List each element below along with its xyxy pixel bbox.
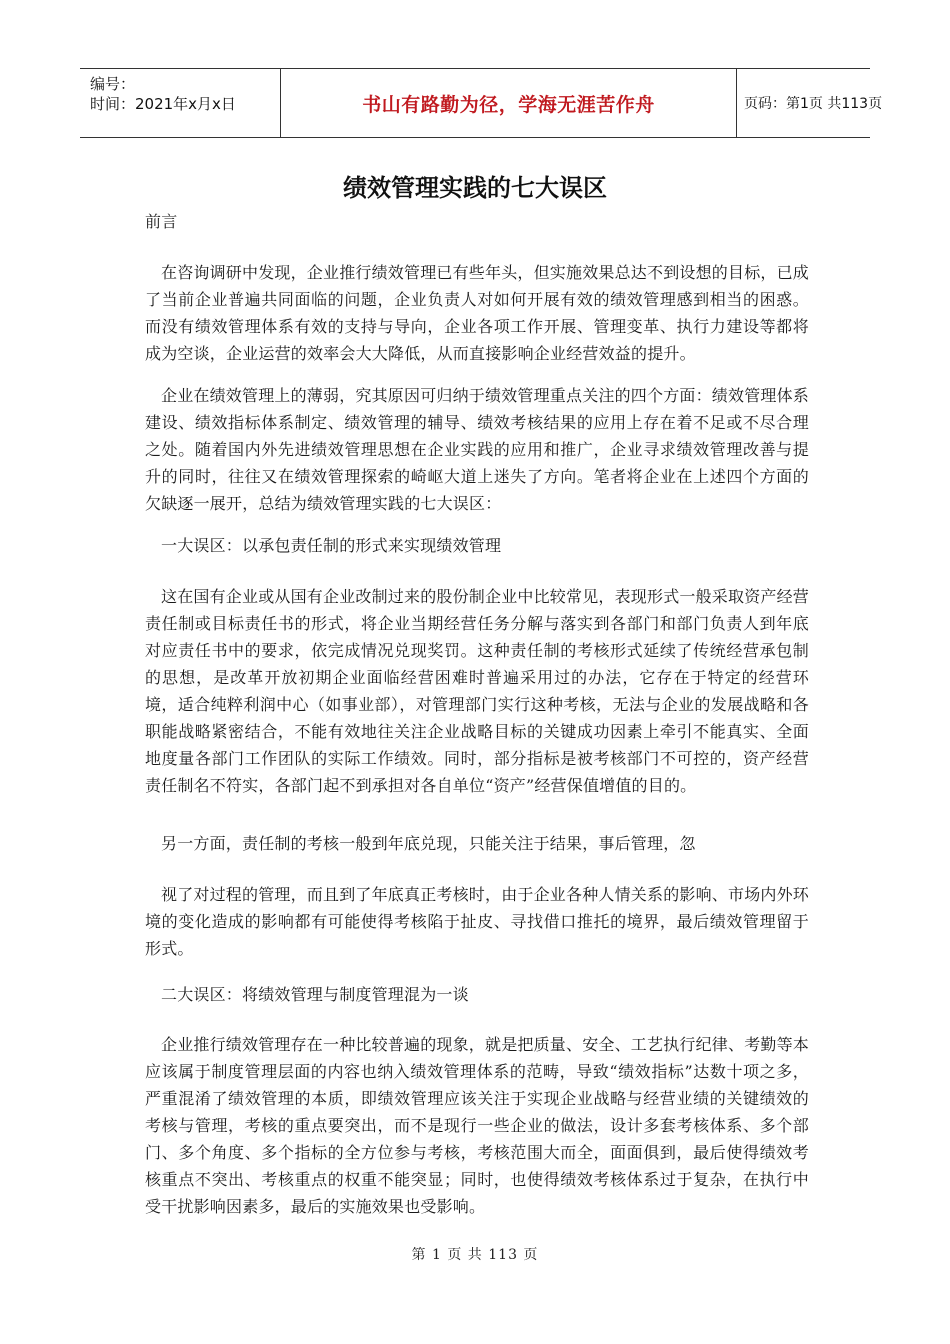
- page-footer: 第 1 页 共 113 页: [411, 1247, 539, 1263]
- paragraph-1: 在咨询调研中发现，企业推行绩效管理已有些年头，但实施效果总达不到设想的目标，已成了当前企业普遍共同面临的问题，企业负责人对如何开展有效的绩效管理感到相当的困惑。而没有绩效管理体系有效的支持与导向，企业各项工作开展、管理变革、执行力建设等都将成为空谈，企业运营的效率会大大降低，从而直接影响企业经营效益的提升。: [145, 263, 810, 363]
- header-motto-cell: [280, 69, 737, 137]
- paragraph-4: 另一方面，责任制的考核一般到年底兑现，只能关注于结果，事后管理，忽: [161, 834, 696, 853]
- serial-label: 编号：: [90, 75, 136, 93]
- section-heading-1: 一大误区：以承包责任制的形式来实现绩效管理: [161, 536, 502, 555]
- paragraph-6: 企业推行绩效管理存在一种比较普遍的现象，就是把质量、安全、工艺执行纪律、考勤等本应该属于制度管理层面的内容也纳入绩效管理体系的范畴，导致“绩效指标”达数十项之多，严重混淆了绩效管理的本质，即绩效管理应该关注于实现企业战略与经营业绩的关键绩效的考核与管理，考核的重点要突出，而不是现行一些企业的做法，设计多套考核体系、多个部门、多个角度、多个指标的全方位参与考核，考核范围大而全，面面俱到，最后使得绩效考核重点不突出、考核重点的权重不能突显；同时，也使得绩效考核体系过于复杂，在执行中受干扰影响因素多，最后的实施效果也受影响。: [145, 1035, 810, 1216]
- header-meta: [80, 69, 280, 137]
- paragraph-2: 企业在绩效管理上的薄弱，究其原因可归纳于绩效管理重点关注的四个方面：绩效管理体系建设、绩效指标体系制定、绩效管理的辅导、绩效考核结果的应用上存在着不足或不尽合理之处。随着国内外先进绩效管理思想在企业实践的应用和推广，企业寻求绩效管理改善与提升的同时，往往又在绩效管理探索的崎岖大道上迷失了方向。笔者将企业在上述四个方面的欠缺逐一展开，总结为绩效管理实践的七大误区：: [145, 386, 810, 513]
- document-title: 绩效管理实践的七大误区: [343, 174, 607, 202]
- paragraph-5: 视了对过程的管理，而且到了年底真正考核时，由于企业各种人情关系的影响、市场内外环境的变化造成的影响都有可能使得考核陷于扯皮、寻找借口推托的境界，最后绩效管理留于形式。: [145, 885, 810, 958]
- header-page-info: 页码：第1页 共113页: [744, 96, 883, 112]
- preface-heading: 前言: [145, 212, 178, 231]
- header-page-cell: [736, 69, 883, 137]
- date-line: 时间：2021年x月x日: [90, 95, 236, 113]
- section-heading-2: 二大误区：将绩效管理与制度管理混为一谈: [161, 985, 469, 1004]
- paragraph-3: 这在国有企业或从国有企业改制过来的股份制企业中比较常见，表现形式一般采取资产经营责任制或目标责任书的形式，将企业当期经营任务分解与落实到各部门和部门负责人到年底对应责任书中的要求，依完成情况兑现奖罚。这种责任制的考核形式延续了传统经营承包制的思想，是改革开放初期企业面临经营困难时普遍采用过的办法，它存在于特定的经营环境，适合纯粹利润中心（如事业部），对管理部门实行这种考核，无法与企业的发展战略和各职能战略紧密结合，不能有效地往关注企业战略目标的关键成功因素上牵引不能真实、全面地度量各部门工作团队的实际工作绩效。同时，部分指标是被考核部门不可控的，资产经营责任制名不符实，各部门起不到承担对各自单位“资产”经营保值增值的目的。: [145, 587, 810, 795]
- document-header: [80, 68, 883, 138]
- header-motto: 书山有路勤为径，学海无涯苦作舟: [362, 93, 655, 116]
